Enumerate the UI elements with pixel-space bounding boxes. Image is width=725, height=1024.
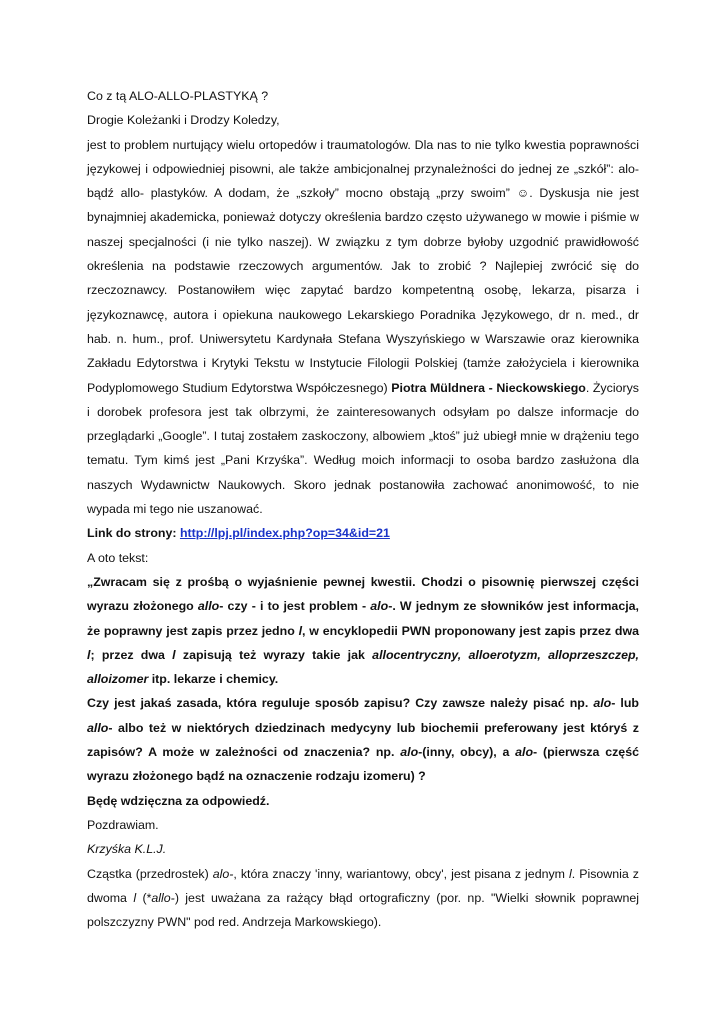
answer-l: l: [569, 866, 572, 881]
answer-text-c: . Pisownia z dwoma: [87, 866, 639, 905]
answer-alo: alo-: [212, 866, 234, 881]
q1-l3: l: [172, 647, 176, 662]
link-line: [87, 521, 639, 545]
answer-text-b: , która znaczy 'inny, wariantowy, obcy', jest pisana z jednym: [233, 866, 569, 881]
q2-allo: allo: [87, 720, 109, 735]
answer-text-e: ) jest uważana za rażący błąd ortograficzny (por. np. "Wielki słownik poprawnej polszczyzny PWN" pod red. Andrzeja Markowskiego).: [87, 890, 639, 930]
q1-text-g: itp. lekarze i chemicy.: [148, 672, 279, 687]
question-paragraph-1: [87, 570, 639, 691]
q1-text-c: -. W jednym ze słowników jest informacja, że poprawny jest zapis przez jedno: [87, 599, 639, 638]
intro-text-2: . Życiorys i dorobek profesora jest tak olbrzymi, że zainteresowanych odsyłam po dalsze informacje do przeglądarki „Google”. I tutaj zostałem zaskoczony, albowiem „ktoś” już ubiegł mnie w drążeniu tego tematu. Tym kimś jest „Pani Krzyśka”. Według moich informacji to osoba bardzo zasłużona dla naszych Wydawnictw Naukowych. Skoro jednak postanowiła zachować anonimowość, to nie wypada mi tego nie uszanować.: [87, 380, 639, 517]
answer-text-d: (*: [136, 890, 152, 905]
q1-l2: l: [87, 647, 91, 662]
intro-text-1: jest to problem nurtujący wielu ortopedów i traumatologów. Dla nas to nie tylko kwestia poprawności językowej i odpowiedniej pisowni, ale także ambicjonalnej przynależności do jednej ze „szkół”: alo- bądź allo- plastyków. A dodam, że „szkoły” mocno obstają „przy swoim” ☺. Dyskusja nie jest bynajmniej akademicka, ponieważ dotyczy określenia bardzo często używanego w mowie i piśmie w naszej specjalności (i nie tylko naszej). W związku z tym dobrze byłoby uzgodnić prawidłowość określenia na podstawie rzeczowych argumentów. Jak to zrobić ? Najlepiej zwrócić się do rzeczoznawcy. Postanowiłem więc zapytać bardzo kompetentną osobę, lekarza, pisarza i językoznawcę, autora i opiekuna naukowego Lekarskiego Poradnika Językowego, dr n. med., dr hab. n. hum., prof. Uniwersytetu Kardynała Stefana Wyszyńskiego w Warszawie oraz kierownika Zakładu Edytorstwa i Krytyki Tekstu w Instytucie Filologii Polskiej (tamże założyciela i kierownika Podyplomowego Studium Edytorstwa Współczesnego): [87, 137, 639, 395]
q2-text-d: -(inny, obcy), a: [418, 745, 516, 760]
answer-allo: allo-: [151, 890, 175, 905]
question-thanks: Będę wdzięczna za odpowiedź.: [87, 793, 270, 808]
document-page: [87, 84, 639, 934]
q2-alo-1: alo: [593, 696, 612, 711]
q2-text-c: - albo też w niektórych dziedzinach medycyny lub biochemii preferowany jest któryś z zapisów? A może w zależności od znaczenia? np.: [87, 720, 639, 760]
q1-allo: allo: [197, 599, 220, 614]
q2-text-e: - (pierwsza część wyrazu złożonego bądź na oznaczenie rodzaju izomeru) ?: [87, 745, 639, 784]
answer-paragraph: [87, 862, 639, 935]
answer-l2: l: [133, 890, 137, 905]
q2-alo-3: alo: [515, 745, 534, 760]
question-paragraph-2: [87, 691, 639, 788]
answer-text-a: Cząstka (przedrostek): [87, 866, 213, 881]
professor-name: Piotra Müldnera - Nieckowskiego: [391, 380, 586, 395]
link-label: Link do strony:: [87, 526, 180, 541]
q1-text-f: zapisują też wyrazy takie jak: [175, 647, 373, 662]
q2-text-a: Czy jest jakaś zasada, która reguluje sposób zapisu? Czy zawsze należy pisać np.: [87, 696, 594, 711]
q1-text-a: „Zwracam się z prośbą o wyjaśnienie pewnej kwestii. Chodzi o pisownię pierwszej części wyrazu złożonego: [87, 574, 639, 614]
q1-alo: alo: [370, 599, 389, 614]
greeting: Drogie Koleżanki i Drodzy Koledzy,: [87, 113, 280, 128]
q1-text-b: - czy - i to jest problem -: [219, 599, 371, 614]
signature: Krzyśka K.L.J.: [87, 842, 167, 857]
source-link[interactable]: http://lpj.pl/index.php?op=34&id=21: [179, 526, 390, 541]
q1-text-e: ; przez dwa: [90, 647, 173, 662]
document-title: Co z tą ALO-ALLO-PLASTYKĄ ?: [87, 89, 269, 103]
q1-l1: l: [298, 623, 303, 638]
q2-text-b: - lub: [611, 696, 639, 711]
q1-text-d: , w encyklopedii PWN proponowany jest zapis przez dwa: [302, 623, 640, 638]
text-intro: A oto tekst:: [87, 550, 149, 565]
q1-words: allocentryczny, alloerotyzm, alloprzeszczep, alloizomer: [87, 647, 639, 687]
regards: Pozdrawiam.: [87, 817, 159, 832]
q2-alo-2: alo: [400, 745, 419, 760]
intro-paragraph: [87, 133, 639, 522]
